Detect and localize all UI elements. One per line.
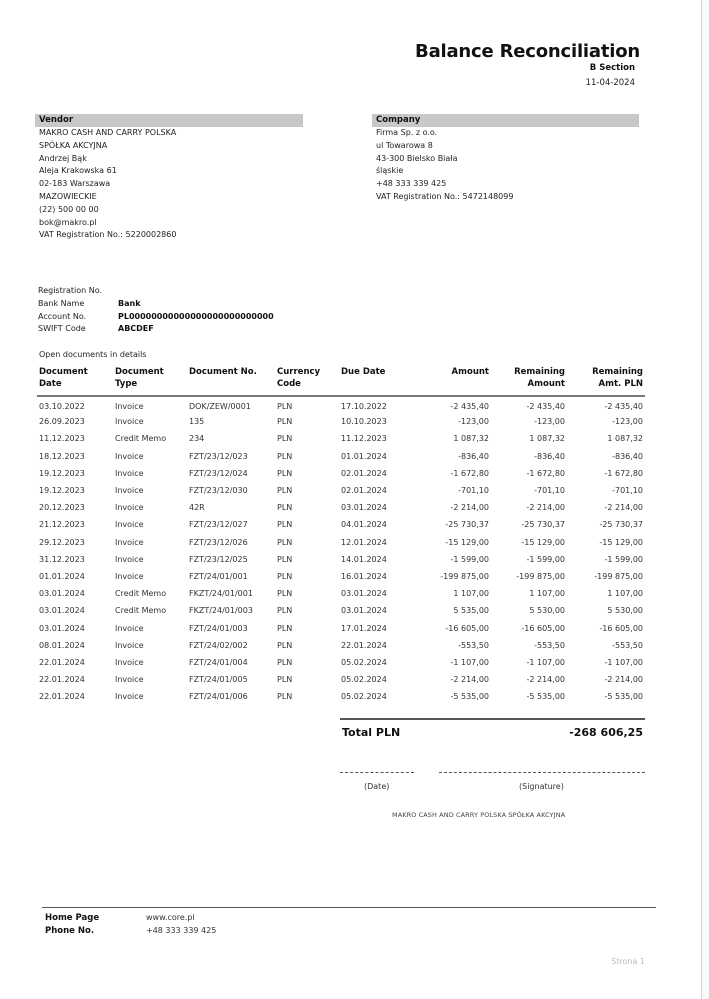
cell-document-type: Invoice: [115, 401, 144, 411]
cell-remaining-amt-pln: -2 435,40: [604, 401, 643, 411]
cell-amount: -16 605,00: [445, 623, 489, 633]
cell-currency-code: PLN: [277, 503, 293, 513]
vendor-name-line-2: SPÓŁKA AKCYJNA: [39, 140, 108, 150]
cell-amount: -2 214,00: [450, 675, 489, 685]
col-document-date: Document Date: [37, 366, 113, 396]
cell-document-no: FZT/24/01/004: [189, 657, 248, 667]
table-header-row: [37, 366, 645, 396]
company-city: 43-300 Bielsko Biała: [376, 153, 458, 163]
cell-due-date: 05.02.2024: [341, 692, 387, 702]
cell-remaining-amt-pln: -5 535,00: [604, 692, 643, 702]
cell-document-type: Invoice: [115, 640, 144, 650]
table-row: [37, 448, 645, 465]
cell-due-date: 17.10.2022: [341, 401, 387, 411]
cell-document-type: Invoice: [115, 675, 144, 685]
cell-document-no: FKZT/24/01/003: [189, 606, 253, 616]
table-row: [37, 516, 645, 533]
cell-document-type: Credit Memo: [115, 606, 167, 616]
cell-remaining-amt-pln: 1 107,00: [607, 589, 643, 599]
cell-document-date: 22.01.2024: [39, 657, 85, 667]
footer-info: [45, 912, 216, 937]
table-row: [37, 654, 645, 671]
cell-document-no: FZT/24/02/002: [189, 640, 248, 650]
report-date: 11-04-2024: [585, 78, 635, 88]
col-remaining-amount: Remaining Amount: [491, 366, 567, 396]
cell-remaining-amount: -553,50: [534, 640, 565, 650]
registration-row: [38, 285, 274, 298]
cell-remaining-amount: 5 530,00: [529, 606, 565, 616]
cell-remaining-amt-pln: -1 672,80: [604, 468, 643, 478]
table-row: [37, 396, 645, 413]
cell-document-type: Invoice: [115, 692, 144, 702]
cell-currency-code: PLN: [277, 468, 293, 478]
cell-remaining-amount: -25 730,37: [521, 520, 565, 530]
cell-currency-code: PLN: [277, 486, 293, 496]
cell-document-no: FZT/23/12/030: [189, 486, 248, 496]
cell-due-date: 03.01.2024: [341, 503, 387, 513]
cell-document-date: 18.12.2023: [39, 451, 85, 461]
total-row: [340, 718, 645, 739]
cell-document-no: FZT/24/01/003: [189, 623, 248, 633]
cell-document-date: 03.01.2024: [39, 589, 85, 599]
cell-document-type: Invoice: [115, 657, 144, 667]
cell-currency-code: PLN: [277, 623, 293, 633]
footer-divider: [42, 907, 656, 908]
home-page-label: Home Page: [45, 913, 100, 923]
cell-document-date: 22.01.2024: [39, 675, 85, 685]
cell-amount: -199 875,00: [440, 571, 489, 581]
cell-amount: -1 107,00: [450, 657, 489, 667]
cell-remaining-amt-pln: -2 214,00: [604, 675, 643, 685]
table-row: [37, 499, 645, 516]
cell-due-date: 02.01.2024: [341, 486, 387, 496]
bank-name-row: [38, 298, 274, 311]
cell-remaining-amt-pln: -123,00: [612, 417, 643, 427]
cell-amount: -15 129,00: [445, 537, 489, 547]
cell-document-date: 03.10.2022: [39, 401, 85, 411]
page-number: Strona 1: [611, 957, 645, 966]
cell-due-date: 22.01.2024: [341, 640, 387, 650]
cell-remaining-amt-pln: -1 107,00: [604, 657, 643, 667]
cell-due-date: 04.01.2024: [341, 520, 387, 530]
signatory-company: MAKRO CASH AND CARRY POLSKA SPÓŁKA AKCYJNA: [392, 811, 566, 819]
col-currency-code: Currency Code: [275, 366, 339, 396]
cell-remaining-amount: 1 087,32: [529, 434, 565, 444]
signature-line: [439, 772, 645, 773]
home-page-link[interactable]: www.core.pl: [146, 913, 195, 922]
cell-currency-code: PLN: [277, 606, 293, 616]
cell-due-date: 03.01.2024: [341, 589, 387, 599]
table-row: [37, 551, 645, 568]
cell-due-date: 05.02.2024: [341, 675, 387, 685]
cell-document-no: FZT/23/12/026: [189, 537, 248, 547]
cell-currency-code: PLN: [277, 675, 293, 685]
vendor-heading: Vendor: [35, 114, 303, 127]
cell-document-date: 20.12.2023: [39, 503, 85, 513]
signature-caption: (Signature): [519, 782, 564, 791]
vendor-vat: VAT Registration No.: 5220002860: [39, 230, 177, 240]
vendor-name-line-1: MAKRO CASH AND CARRY POLSKA: [39, 128, 177, 137]
bank-info: [38, 285, 274, 336]
cell-due-date: 02.01.2024: [341, 468, 387, 478]
account-row: [38, 311, 274, 324]
cell-remaining-amt-pln: -2 214,00: [604, 503, 643, 513]
cell-currency-code: PLN: [277, 537, 293, 547]
phone-row: [45, 925, 216, 938]
table-row: [37, 534, 645, 551]
col-due-date: Due Date: [339, 366, 421, 396]
cell-document-date: 31.12.2023: [39, 554, 85, 564]
cell-due-date: 03.01.2024: [341, 606, 387, 616]
cell-document-type: Invoice: [115, 520, 144, 530]
home-page-row: [45, 912, 216, 925]
cell-currency-code: PLN: [277, 571, 293, 581]
cell-document-date: 11.12.2023: [39, 434, 85, 444]
table-row: [37, 619, 645, 636]
cell-document-no: FZT/24/01/006: [189, 692, 248, 702]
cell-due-date: 10.10.2023: [341, 417, 387, 427]
cell-remaining-amount: -2 214,00: [526, 503, 565, 513]
company-section: [372, 114, 639, 204]
cell-amount: -553,50: [458, 640, 489, 650]
cell-document-date: 03.01.2024: [39, 623, 85, 633]
cell-document-no: FZT/23/12/027: [189, 520, 248, 530]
cell-amount: -1 672,80: [450, 468, 489, 478]
company-phone: +48 333 339 425: [376, 179, 447, 189]
cell-document-no: 42R: [189, 503, 205, 513]
account-label: Account No.: [38, 311, 87, 321]
cell-due-date: 01.01.2024: [341, 451, 387, 461]
bank-name-value: Bank: [118, 298, 141, 308]
cell-document-type: Invoice: [115, 417, 144, 427]
cell-document-type: Invoice: [115, 554, 144, 564]
cell-amount: -701,10: [458, 486, 489, 496]
report-title: Balance Reconciliation: [415, 41, 640, 62]
cell-amount: -25 730,37: [445, 520, 489, 530]
table-row: [37, 568, 645, 585]
table-row: [37, 637, 645, 654]
report-subtitle: B Section: [589, 63, 635, 73]
company-heading: Company: [372, 114, 639, 127]
cell-amount: 1 107,00: [453, 589, 489, 599]
vendor-contact: Andrzej Bąk: [39, 153, 87, 163]
cell-document-no: FKZT/24/01/001: [189, 589, 253, 599]
swift-row: [38, 323, 274, 336]
cell-remaining-amount: -1 107,00: [526, 657, 565, 667]
cell-remaining-amt-pln: 1 087,32: [607, 434, 643, 444]
cell-document-date: 19.12.2023: [39, 468, 85, 478]
col-document-type: Document Type: [113, 366, 187, 396]
table-row: [37, 413, 645, 430]
cell-remaining-amount: -15 129,00: [521, 537, 565, 547]
table-row: [37, 465, 645, 482]
cell-remaining-amt-pln: -701,10: [612, 486, 643, 496]
cell-document-no: FZT/24/01/005: [189, 675, 248, 685]
cell-remaining-amount: -16 605,00: [521, 623, 565, 633]
swift-label: SWIFT Code: [38, 324, 86, 334]
cell-currency-code: PLN: [277, 692, 293, 702]
phone-label: Phone No.: [45, 925, 95, 936]
cell-remaining-amount: -836,40: [534, 451, 565, 461]
cell-document-type: Invoice: [115, 451, 144, 461]
page-edge: [701, 0, 709, 999]
vendor-street: Aleja Krakowska 61: [39, 166, 117, 176]
cell-due-date: 16.01.2024: [341, 571, 387, 581]
cell-remaining-amount: -5 535,00: [526, 692, 565, 702]
swift-value: ABCDEF: [118, 324, 154, 334]
table-row: [37, 482, 645, 499]
vendor-city: 02-183 Warszawa: [39, 179, 111, 189]
cell-amount: -2 214,00: [450, 503, 489, 513]
registration-label: Registration No.: [38, 286, 103, 295]
cell-document-type: Invoice: [115, 571, 144, 581]
open-documents-label: Open documents in details: [39, 350, 147, 359]
cell-remaining-amount: -1 672,80: [526, 468, 565, 478]
bank-name-label: Bank Name: [38, 298, 85, 308]
company-vat: VAT Registration No.: 5472148099: [376, 191, 514, 201]
cell-currency-code: PLN: [277, 640, 293, 650]
cell-remaining-amount: -701,10: [534, 486, 565, 496]
col-remaining-amt-pln: Remaining Amt. PLN: [567, 366, 645, 396]
cell-document-no: FZT/23/12/025: [189, 554, 248, 564]
cell-document-date: 29.12.2023: [39, 537, 85, 547]
cell-amount: 5 535,00: [453, 606, 489, 616]
cell-remaining-amount: 1 107,00: [529, 589, 565, 599]
vendor-phone: (22) 500 00 00: [39, 204, 99, 214]
cell-amount: -1 599,00: [450, 554, 489, 564]
cell-document-date: 01.01.2024: [39, 571, 85, 581]
cell-amount: -5 535,00: [450, 692, 489, 702]
documents-table: [37, 366, 645, 705]
cell-remaining-amt-pln: -15 129,00: [599, 537, 643, 547]
cell-due-date: 14.01.2024: [341, 554, 387, 564]
cell-document-type: Invoice: [115, 537, 144, 547]
cell-remaining-amt-pln: -836,40: [612, 451, 643, 461]
cell-remaining-amt-pln: -1 599,00: [604, 554, 643, 564]
cell-document-type: Credit Memo: [115, 434, 167, 444]
cell-document-type: Invoice: [115, 503, 144, 513]
cell-document-no: DOK/ZEW/0001: [189, 401, 251, 411]
cell-document-date: 22.01.2024: [39, 692, 85, 702]
cell-document-date: 26.09.2023: [39, 417, 85, 427]
date-line: [340, 772, 414, 773]
cell-remaining-amount: -2 435,40: [526, 401, 565, 411]
col-document-no: Document No.: [187, 366, 275, 396]
cell-document-date: 08.01.2024: [39, 640, 85, 650]
table-row: [37, 430, 645, 447]
cell-currency-code: PLN: [277, 554, 293, 564]
company-street: ul Towarowa 8: [376, 140, 433, 150]
table-row: [37, 671, 645, 688]
date-caption: (Date): [364, 782, 390, 791]
cell-document-type: Credit Memo: [115, 589, 167, 599]
cell-amount: 1 087,32: [453, 434, 489, 444]
cell-remaining-amt-pln: -199 875,00: [594, 571, 643, 581]
cell-currency-code: PLN: [277, 417, 293, 427]
cell-due-date: 12.01.2024: [341, 537, 387, 547]
total-value: -268 606,25: [569, 726, 643, 739]
cell-remaining-amount: -2 214,00: [526, 675, 565, 685]
cell-remaining-amt-pln: 5 530,00: [607, 606, 643, 616]
cell-document-no: FZT/23/12/023: [189, 451, 248, 461]
cell-remaining-amount: -123,00: [534, 417, 565, 427]
table-row: [37, 585, 645, 602]
table-row: [37, 602, 645, 619]
cell-remaining-amt-pln: -25 730,37: [599, 520, 643, 530]
cell-currency-code: PLN: [277, 589, 293, 599]
cell-currency-code: PLN: [277, 520, 293, 530]
cell-document-no: FZT/24/01/001: [189, 571, 248, 581]
cell-remaining-amount: -199 875,00: [516, 571, 565, 581]
account-value: PL00000000000000000000000000: [118, 311, 274, 321]
company-region: śląskie: [376, 166, 404, 176]
vendor-email: bok@makro.pl: [39, 217, 97, 227]
cell-due-date: 05.02.2024: [341, 657, 387, 667]
vendor-region: MAZOWIECKIE: [39, 191, 97, 201]
cell-document-type: Invoice: [115, 623, 144, 633]
cell-due-date: 17.01.2024: [341, 623, 387, 633]
cell-currency-code: PLN: [277, 657, 293, 667]
cell-currency-code: PLN: [277, 401, 293, 411]
cell-currency-code: PLN: [277, 451, 293, 461]
cell-document-no: FZT/23/12/024: [189, 468, 248, 478]
cell-amount: -2 435,40: [450, 401, 489, 411]
cell-remaining-amt-pln: -553,50: [612, 640, 643, 650]
cell-remaining-amount: -1 599,00: [526, 554, 565, 564]
col-amount: Amount: [421, 366, 491, 396]
cell-amount: -123,00: [458, 417, 489, 427]
cell-amount: -836,40: [458, 451, 489, 461]
vendor-section: [35, 114, 303, 242]
cell-due-date: 11.12.2023: [341, 434, 387, 444]
cell-document-date: 19.12.2023: [39, 486, 85, 496]
cell-document-type: Invoice: [115, 468, 144, 478]
cell-document-date: 21.12.2023: [39, 520, 85, 530]
cell-currency-code: PLN: [277, 434, 293, 444]
cell-document-date: 03.01.2024: [39, 606, 85, 616]
cell-remaining-amt-pln: -16 605,00: [599, 623, 643, 633]
cell-document-no: 135: [189, 417, 205, 427]
cell-document-no: 234: [189, 434, 205, 444]
total-label: Total PLN: [342, 726, 401, 739]
cell-document-type: Invoice: [115, 486, 144, 496]
company-name: Firma Sp. z o.o.: [376, 128, 438, 137]
phone-value: +48 333 339 425: [146, 925, 217, 935]
table-row: [37, 688, 645, 705]
